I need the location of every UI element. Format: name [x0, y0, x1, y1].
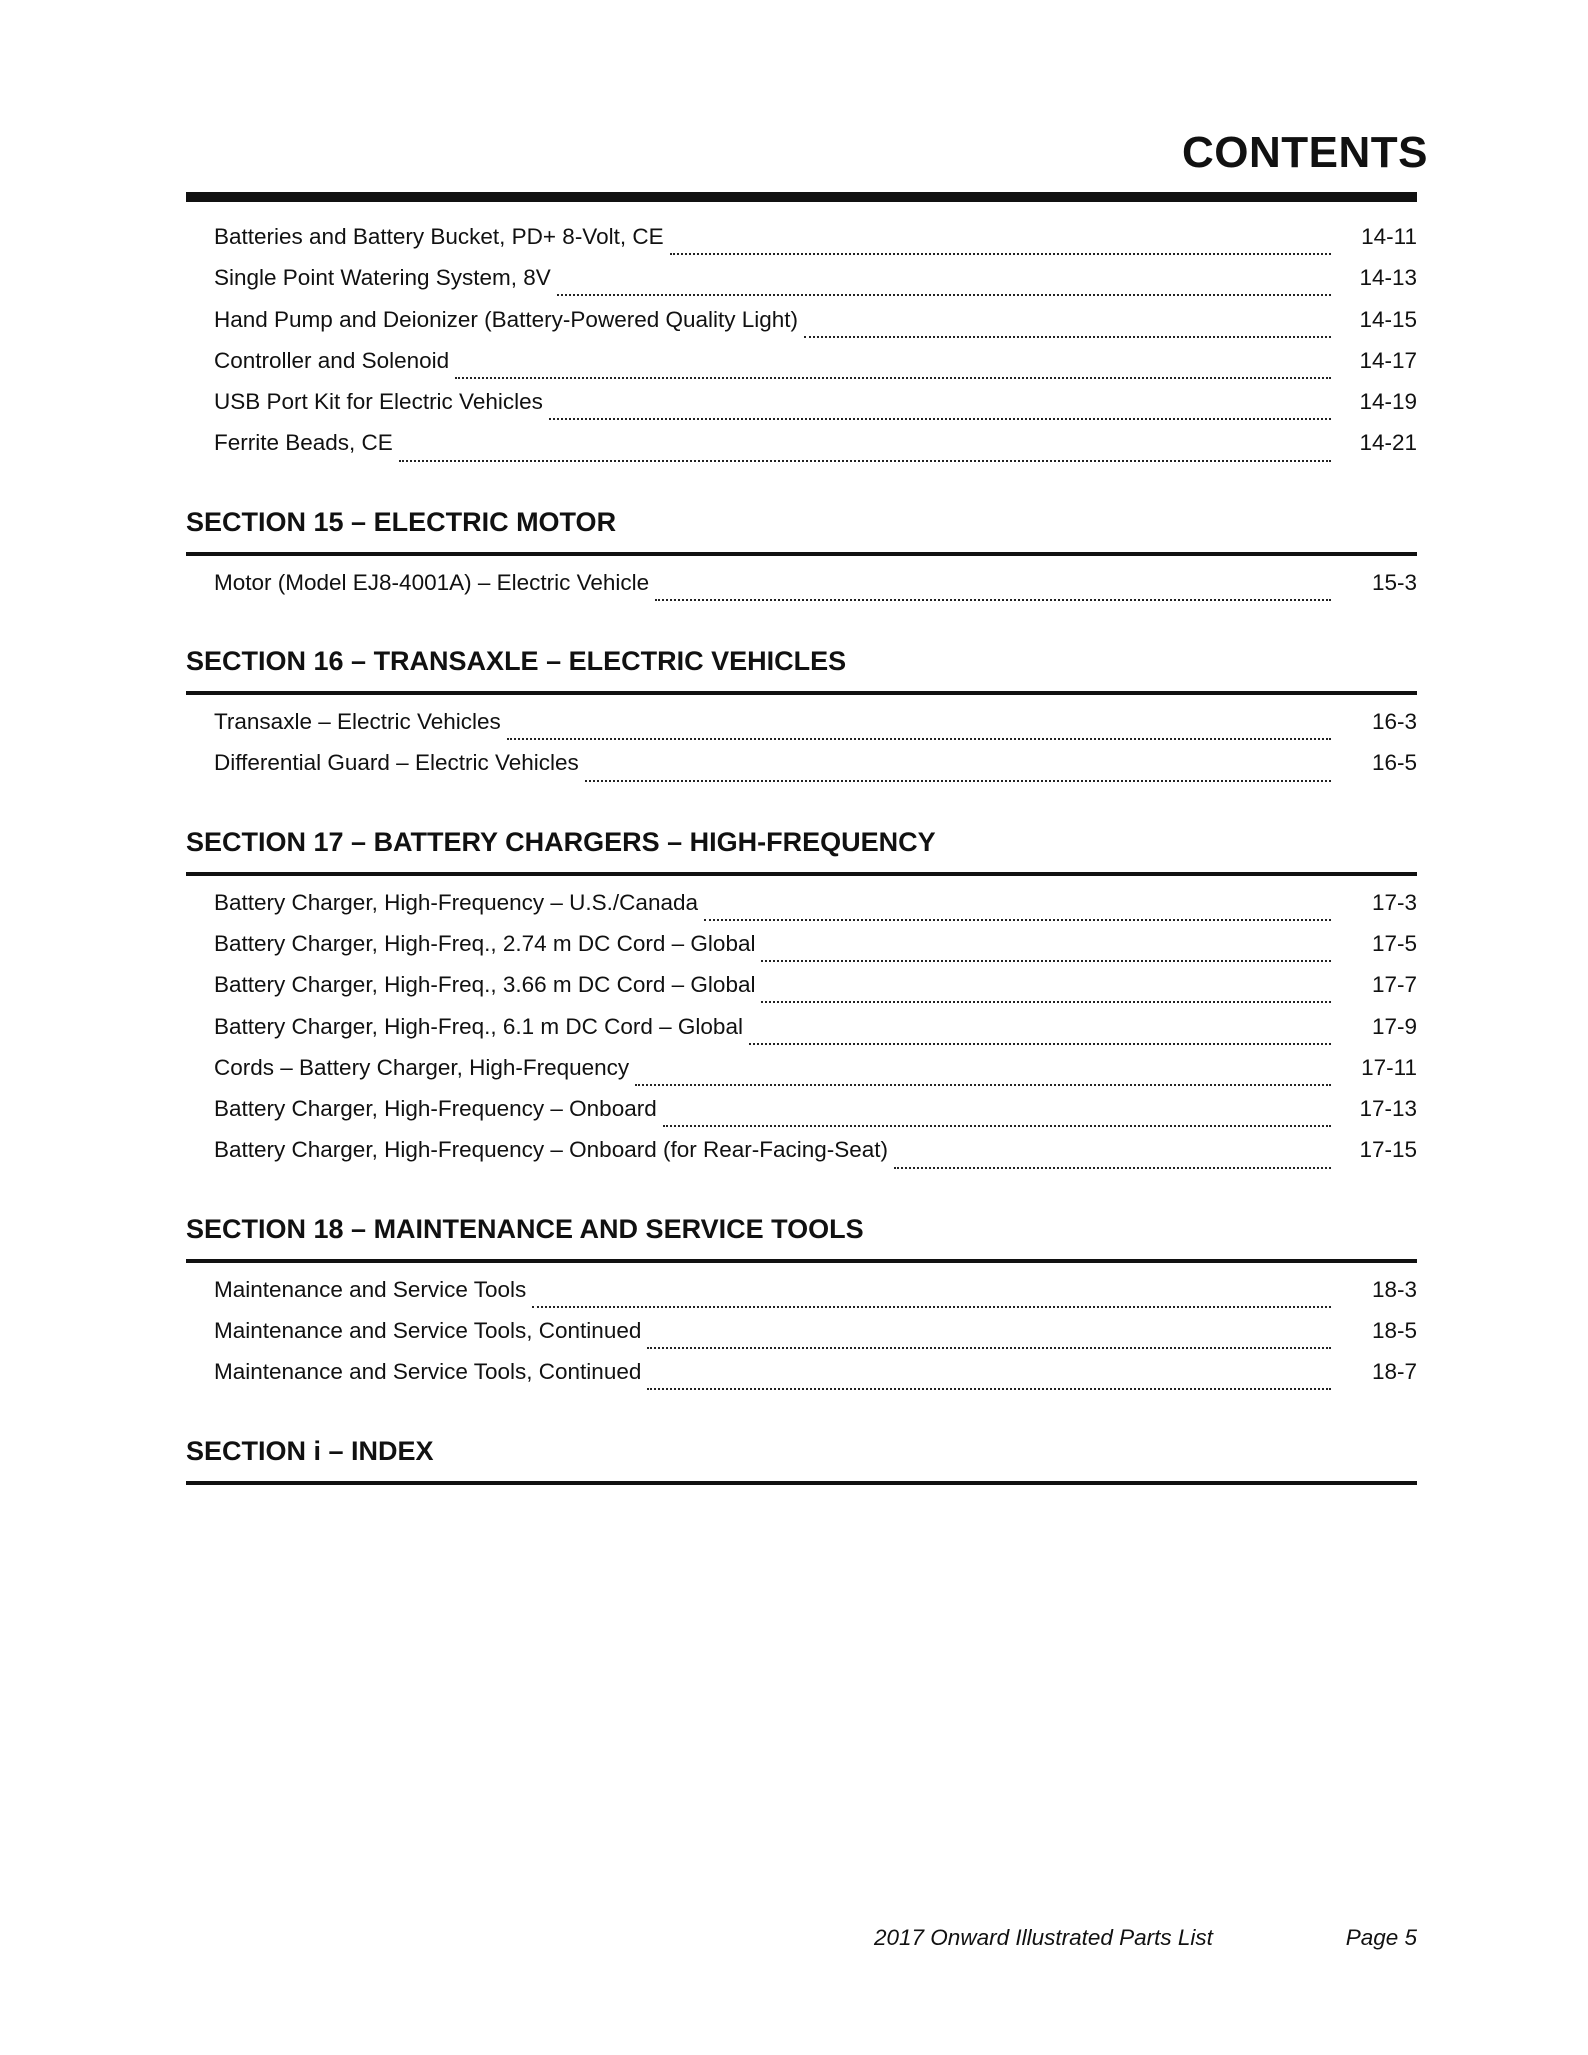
toc-entry[interactable]	[186, 931, 1417, 972]
dot-leader	[455, 376, 1331, 379]
toc-entry-label: Battery Charger, High-Frequency – Onboard	[214, 1096, 657, 1122]
toc-entry-label: Maintenance and Service Tools, Continued	[214, 1359, 642, 1385]
toc-entry[interactable]	[186, 1055, 1417, 1096]
toc-entry-page: 14-11	[1361, 224, 1417, 249]
toc-entry-page: 17-5	[1371, 930, 1417, 956]
page-title: CONTENTS	[1182, 128, 1428, 177]
toc-entry-label: Motor (Model EJ8-4001A) – Electric Vehicle	[214, 569, 650, 595]
toc-entry-page: 14-13	[1359, 265, 1417, 291]
dot-leader	[704, 918, 1331, 921]
toc-entry-page: 14-19	[1359, 389, 1417, 415]
toc-entry-label: USB Port Kit for Electric Vehicles	[214, 389, 543, 415]
dot-leader	[663, 1124, 1331, 1127]
toc-entry-page: 16-3	[1371, 709, 1417, 735]
toc-entry-page: 18-3	[1371, 1276, 1417, 1302]
toc-entry-page: 14-17	[1359, 347, 1417, 373]
dot-leader	[804, 335, 1331, 338]
dot-leader	[532, 1305, 1331, 1308]
section-heading: SECTION 18 – MAINTENANCE AND SERVICE TOOLS	[186, 1209, 1417, 1263]
dot-leader	[647, 1387, 1331, 1390]
dot-leader	[399, 459, 1331, 462]
section-heading: SECTION 17 – BATTERY CHARGERS – HIGH-FREQUENCY	[186, 822, 1417, 876]
dot-leader	[655, 598, 1331, 601]
toc-entry-page: 17-11	[1361, 1054, 1417, 1080]
footer-page-number: Page 5	[1345, 1925, 1417, 1950]
toc-entry[interactable]	[186, 972, 1417, 1013]
toc-entry[interactable]	[186, 389, 1417, 430]
toc-entry-page: 16-5	[1371, 750, 1417, 776]
toc-entry[interactable]	[186, 1359, 1417, 1400]
toc-entry[interactable]	[186, 348, 1417, 389]
toc-entry-page: 18-7	[1371, 1359, 1417, 1385]
dot-leader	[647, 1346, 1331, 1349]
toc-entry-label: Battery Charger, High-Freq., 6.1 m DC Cord – Global	[214, 1013, 743, 1039]
toc-entry[interactable]	[186, 890, 1417, 931]
dot-leader	[761, 1000, 1331, 1003]
toc-entry[interactable]	[186, 1318, 1417, 1359]
dot-leader	[635, 1083, 1331, 1086]
toc-entry-page: 17-3	[1371, 889, 1417, 915]
toc-entry-page: 17-9	[1371, 1013, 1417, 1039]
toc-entry[interactable]	[186, 224, 1417, 265]
toc-entry[interactable]	[186, 750, 1417, 791]
toc-entry-page: 17-13	[1359, 1096, 1417, 1122]
toc-entry-label: Batteries and Battery Bucket, PD+ 8-Volt, CE	[214, 224, 664, 249]
toc-entry-page: 15-3	[1371, 569, 1417, 595]
toc-entry-label: Cords – Battery Charger, High-Frequency	[214, 1054, 630, 1080]
toc-entry[interactable]	[186, 307, 1417, 348]
toc-entry-page: 14-15	[1359, 306, 1417, 332]
toc-entry[interactable]	[186, 1096, 1417, 1137]
toc-entry[interactable]	[186, 1277, 1417, 1318]
toc-entry-page: 17-15	[1359, 1137, 1417, 1163]
section-heading: SECTION 15 – ELECTRIC MOTOR	[186, 502, 1417, 556]
toc-entry-label: Maintenance and Service Tools	[214, 1276, 527, 1302]
dot-leader	[670, 252, 1331, 255]
footer-document-title: 2017 Onward Illustrated Parts List	[874, 1925, 1213, 1950]
toc-entry-label: Controller and Solenoid	[214, 347, 450, 373]
title-rule	[186, 192, 1417, 202]
dot-leader	[585, 779, 1331, 782]
toc-entry[interactable]	[186, 709, 1417, 750]
toc-entry-label: Ferrite Beads, CE	[214, 430, 393, 456]
toc-entry-label: Differential Guard – Electric Vehicles	[214, 750, 579, 776]
toc-entry[interactable]	[186, 1137, 1417, 1178]
toc-entry[interactable]	[186, 430, 1417, 471]
toc-entry[interactable]	[186, 265, 1417, 306]
toc-entry-label: Transaxle – Electric Vehicles	[214, 709, 501, 735]
toc-entry-label: Single Point Watering System, 8V	[214, 265, 551, 291]
dot-leader	[507, 737, 1331, 740]
toc-entry-label: Hand Pump and Deionizer (Battery-Powered Quality Light)	[214, 306, 799, 332]
dot-leader	[894, 1166, 1331, 1169]
toc-entry[interactable]	[186, 1014, 1417, 1055]
toc-entry-label: Battery Charger, High-Freq., 2.74 m DC Cord – Global	[214, 930, 756, 956]
dot-leader	[557, 293, 1331, 296]
toc-entry-label: Battery Charger, High-Frequency – U.S./Canada	[214, 889, 698, 915]
section-heading: SECTION i – INDEX	[186, 1431, 1417, 1485]
dot-leader	[749, 1042, 1331, 1045]
toc-entry[interactable]	[186, 570, 1417, 611]
dot-leader	[549, 417, 1331, 420]
table-of-contents	[186, 224, 1417, 1485]
toc-entry-page: 14-21	[1359, 430, 1417, 456]
dot-leader	[761, 959, 1331, 962]
toc-entry-label: Battery Charger, High-Frequency – Onboard (for Rear-Facing-Seat)	[214, 1137, 889, 1163]
toc-entry-label: Battery Charger, High-Freq., 3.66 m DC Cord – Global	[214, 972, 756, 998]
section-heading: SECTION 16 – TRANSAXLE – ELECTRIC VEHICLES	[186, 641, 1417, 695]
toc-entry-page: 18-5	[1371, 1318, 1417, 1344]
toc-entry-label: Maintenance and Service Tools, Continued	[214, 1318, 642, 1344]
toc-entry-page: 17-7	[1371, 972, 1417, 998]
